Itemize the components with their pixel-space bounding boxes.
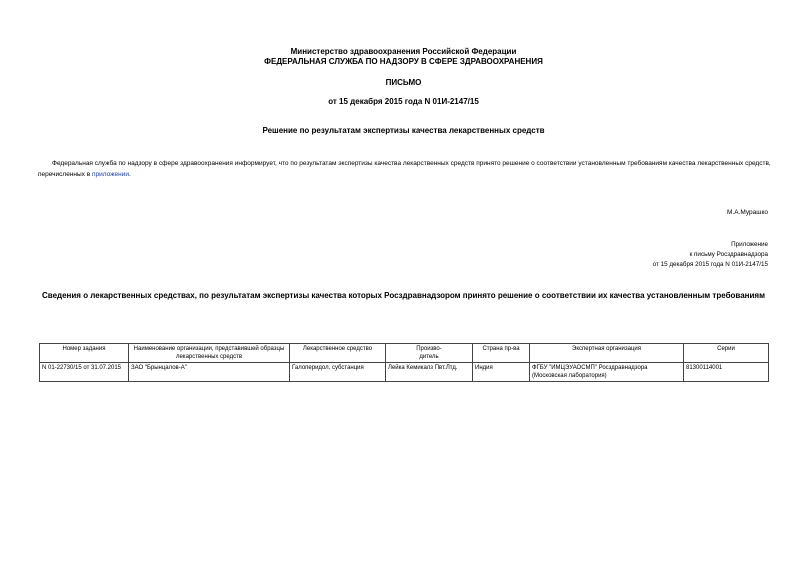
annex-label: Приложение xyxy=(731,241,768,248)
table-row xyxy=(40,363,769,382)
annex-reference: к письму Росздравнадзора xyxy=(689,251,768,258)
header-expert-org: Экспертная организация xyxy=(530,344,684,363)
signature: М.А.Мурашко xyxy=(726,209,768,216)
header-task-number: Номер задания xyxy=(40,344,129,363)
header-medicine: Лекарственное средство xyxy=(290,344,386,363)
service-title: ФЕДЕРАЛЬНАЯ СЛУЖБА ПО НАДЗОРУ В СФЕРЕ ЗДРАВООХРАНЕНИЯ xyxy=(264,57,543,66)
header-series: Серии xyxy=(684,344,769,363)
table-header-row xyxy=(40,344,769,363)
cell-series: 81300114001 xyxy=(684,363,769,382)
document-subject: Решение по результатам экспертизы качества лекарственных средств xyxy=(262,126,545,135)
medicines-table xyxy=(39,343,769,382)
header-manufacturer: Произво- дитель xyxy=(386,344,473,363)
header-country: Страна пр-ва xyxy=(473,344,530,363)
annex-link[interactable]: приложении xyxy=(92,171,129,178)
document-type: ПИСЬМО xyxy=(385,78,422,87)
cell-organization: ЗАО "Брынцалов-А" xyxy=(129,363,290,382)
ministry-title: Министерство здравоохранения Российской Федерации xyxy=(290,47,517,56)
table-title: Сведения о лекарственных средствах, по результатам экспертизы качества которых Росздравнадзором принято решение о соответствии их качества установленным требованиям xyxy=(41,291,765,300)
letter-body-end: . xyxy=(129,171,131,178)
annex-date: от 15 декабря 2015 года N 01И-2147/15 xyxy=(652,261,768,268)
cell-expert-org: ФГБУ "ИМЦЭУАОСМП" Росздравнадзора (Московская лаборатория) xyxy=(530,363,684,382)
document-date-number: от 15 декабря 2015 года N 01И-2147/15 xyxy=(328,97,479,106)
cell-medicine: Галоперидол, субстанция xyxy=(290,363,386,382)
annex-header xyxy=(653,240,768,270)
cell-country: Индия xyxy=(473,363,530,382)
header-organization: Наименование организации, представившей образцы лекарственных средств xyxy=(129,344,290,363)
cell-manufacturer: Лейка Кемикалз Пвт.Лтд. xyxy=(386,363,473,382)
letter-body-text: Федеральная служба по надзору в сфере здравоохранения информирует, что по результатам экспертизы качества лекарственных средств принято решение о соответствии установленным требованиям качества лекарственных средств, перечисленных в xyxy=(38,160,771,178)
cell-task-number: N 01-22730/15 от 31.07.2015 xyxy=(40,363,129,382)
letter-body xyxy=(38,158,773,180)
